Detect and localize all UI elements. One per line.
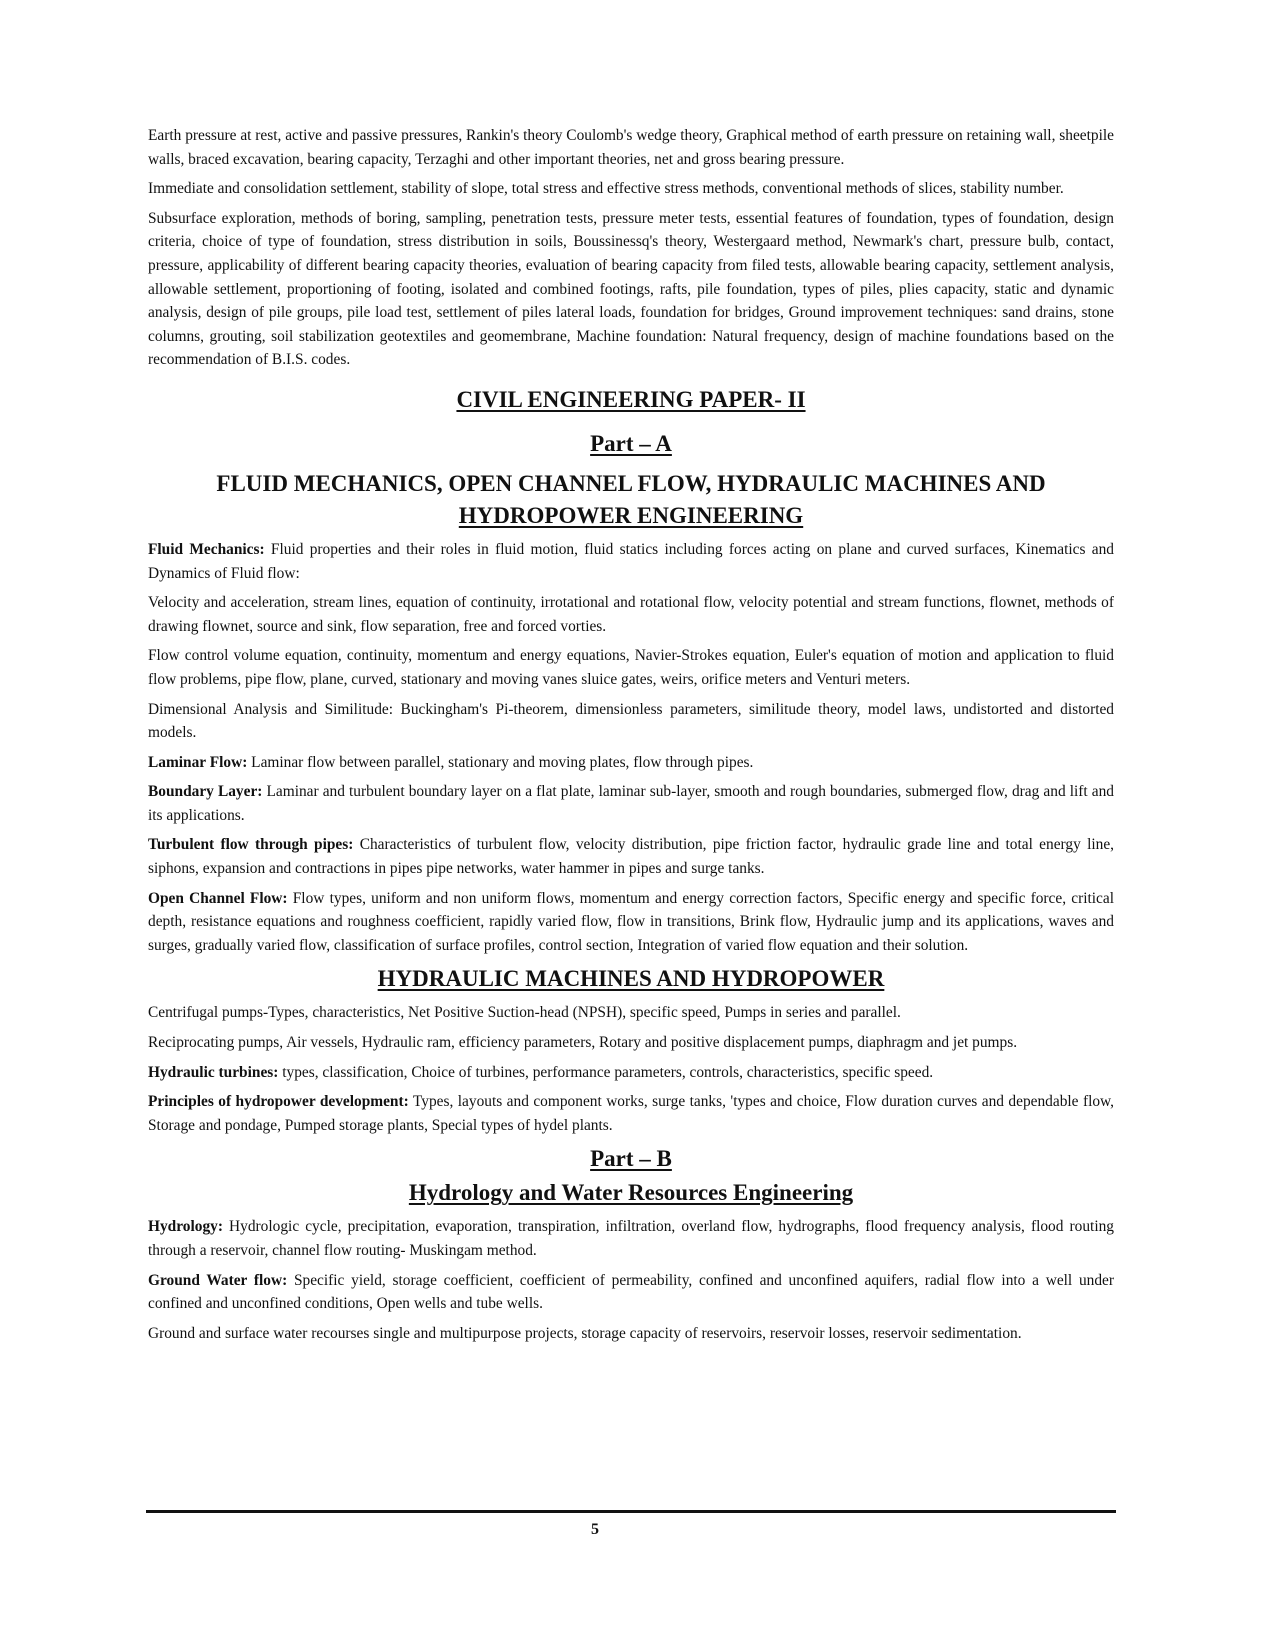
boundary-layer-paragraph [148,780,1114,827]
footer-rule [146,1510,1116,1513]
paragraph-text: Velocity and acceleration, stream lines, equation of continuity, irrotational and rotational flow, velocity potential and stream functions, flownet, methods of drawing flownet, source and sink, flow separation, free and forced vorties. [148,594,1114,635]
turbulent-flow-paragraph [148,833,1114,880]
intro-paragraph-3: Subsurface exploration, methods of boring, sampling, penetration tests, pressure meter tests, essential features of foundation, types of foundation, design criteria, choice of type of foundation, stress distribution in soils, Boussinessq's theory, Westergaard method, Newmark's chart, pressure bulb, contact, pressure, applicability of different bearing capacity theories, evaluation of bearing capacity from filed tests, allowable bearing capacity, settlement analysis, allowable settlement, proportioning of footing, isolated and combined footings, rafts, pile foundation, types of piles, plies capacity, static and dynamic analysis, design of pile groups, pile load test, settlement of piles lateral loads, foundation for bridges, Ground improvement techniques: sand drains, stone columns, grouting, soil stabilization geotextiles and geomembrane, Machine foundation: Natural frequency, design of machine foundations based on the recommendation of B.I.S. codes. [148,209,1114,369]
paragraph-lead: Hydraulic turbines: [148,1063,279,1081]
paragraph-text: Reciprocating pumps, Air vessels, Hydraulic ram, efficiency parameters, Rotary and positive displacement pumps, diaphragm and jet pumps. [148,1034,1018,1052]
water-resources-paragraph [148,1322,1114,1346]
paragraph-text: Laminar flow between parallel, stationary and moving plates, flow through pipes. [247,753,754,771]
paragraph-text: Flow types, uniform and non uniform flows, momentum and energy correction factors, Specific energy and specific force, critical depth, resistance equations and roughness coefficient, rapidly varied flow, flow in transitions, Brink flow, Hydraulic jump and its applications, waves and surges, gradually varied flow, classification of surface profiles, control section, Integration of varied flow equation and their solution. [148,889,1114,954]
paragraph-text: Fluid properties and their roles in fluid motion, fluid statics including forces acting on plane and curved surfaces, Kinematics and Dynamics of Fluid flow: [148,540,1114,582]
paragraph-text: Flow control volume equation, continuity, momentum and energy equations, Navier-Strokes equation, Euler's equation of motion and application to fluid flow problems, pipe flow, plane, curved, stationary and moving vanes sluice gates, weirs, orifice meters and Venturi meters. [148,647,1114,688]
paragraph-text: Characteristics of turbulent flow, velocity distribution, pipe friction factor, hydraulic grade line and total energy line, siphons, expansion and contractions in pipes pipe networks, water hammer in pipes and surge tanks. [148,836,1114,878]
paragraph-text: Hydrologic cycle, precipitation, evaporation, transpiration, infiltration, overland flow, hydrographs, flood frequency analysis, flood routing through a reservoir, channel flow routing- Muskingam method. [148,1218,1114,1259]
part-a-title [148,468,1114,532]
part-b-heading: Part – B [590,1146,672,1172]
intro-paragraph-2: Immediate and consolidation settlement, stability of slope, total stress and effective stress methods, conventional methods of slices, stability number. [148,180,1064,198]
reciprocating-pumps-paragraph [148,1031,1114,1055]
paragraph-lead: Ground Water flow: [148,1271,288,1289]
flow-control-paragraph [148,644,1114,691]
paragraph-text: Ground and surface water recourses single and multipurpose projects, storage capacity of reservoirs, reservoir losses, reservoir sedimentation. [148,1324,1022,1342]
page-number: 5 [591,1521,599,1538]
paragraph-lead: Fluid Mechanics: [148,540,265,558]
part-a-title-line2: HYDROPOWER ENGINEERING [458,502,804,528]
paragraph-lead: Open Channel Flow: [148,889,288,907]
ground-water-flow-paragraph [148,1269,1114,1316]
intro-paragraph-1: Earth pressure at rest, active and passive pressures, Rankin's theory Coulomb's wedge theory, Graphical method of earth pressure on retaining wall, sheetpile walls, braced excavation, bearing capacity, Terzaghi and other important theories, net and gross bearing pressure. [148,127,1114,168]
paper-title: CIVIL ENGINEERING PAPER- II [456,386,806,412]
dimensional-analysis-paragraph [148,698,1114,745]
paragraph-lead: Hydrology: [148,1218,223,1236]
part-a-heading: Part – A [590,430,672,456]
hydraulic-machines-heading: HYDRAULIC MACHINES AND HYDROPOWER [377,966,885,992]
part-b-title: Hydrology and Water Resources Engineering [408,1180,854,1206]
paragraph-lead: Boundary Layer: [148,783,263,801]
open-channel-flow-paragraph [148,887,1114,958]
centrifugal-pumps-paragraph [148,1001,1114,1025]
paragraph-text: Types, layouts and component works, surge tanks, 'types and choice, Flow duration curves and dependable flow, Storage and pondage, Pumped storage plants, Special types of hydel plants. [148,1093,1115,1134]
part-a-title-line1: FLUID MECHANICS, OPEN CHANNEL FLOW, HYDRAULIC MACHINES AND [216,470,1046,496]
paragraph-lead: Turbulent flow through pipes: [148,836,354,854]
paragraph-text: Centrifugal pumps-Types, characteristics, Net Positive Suction-head (NPSH), specific speed, Pumps in series and parallel. [148,1004,901,1022]
paragraph-text: types, classification, Choice of turbines, performance parameters, controls, characteristics, specific speed. [278,1063,934,1081]
laminar-flow-paragraph [148,751,1114,775]
paragraph-text: Laminar and turbulent boundary layer on a flat plate, laminar sub-layer, smooth and rough boundaries, submerged flow, drag and lift and its applications. [148,783,1114,824]
hydrology-paragraph [148,1215,1114,1262]
fluid-mechanics-paragraph [148,538,1114,585]
velocity-paragraph [148,591,1114,638]
paragraph-text: Specific yield, storage coefficient, coefficient of permeability, confined and unconfined aquifers, radial flow into a well under confined and unconfined conditions, Open wells and tube wells. [148,1271,1114,1313]
hydraulic-turbines-paragraph [148,1061,1114,1085]
paragraph-lead: Principles of hydropower development: [148,1093,409,1111]
page-content [148,124,1114,1351]
paragraph-lead: Laminar Flow: [148,753,248,771]
paragraph-text: Dimensional Analysis and Similitude: Buckingham's Pi-theorem, dimensionless parameters, similitude theory, model laws, undistorted and distorted models. [148,700,1114,742]
hydropower-principles-paragraph [148,1090,1114,1137]
